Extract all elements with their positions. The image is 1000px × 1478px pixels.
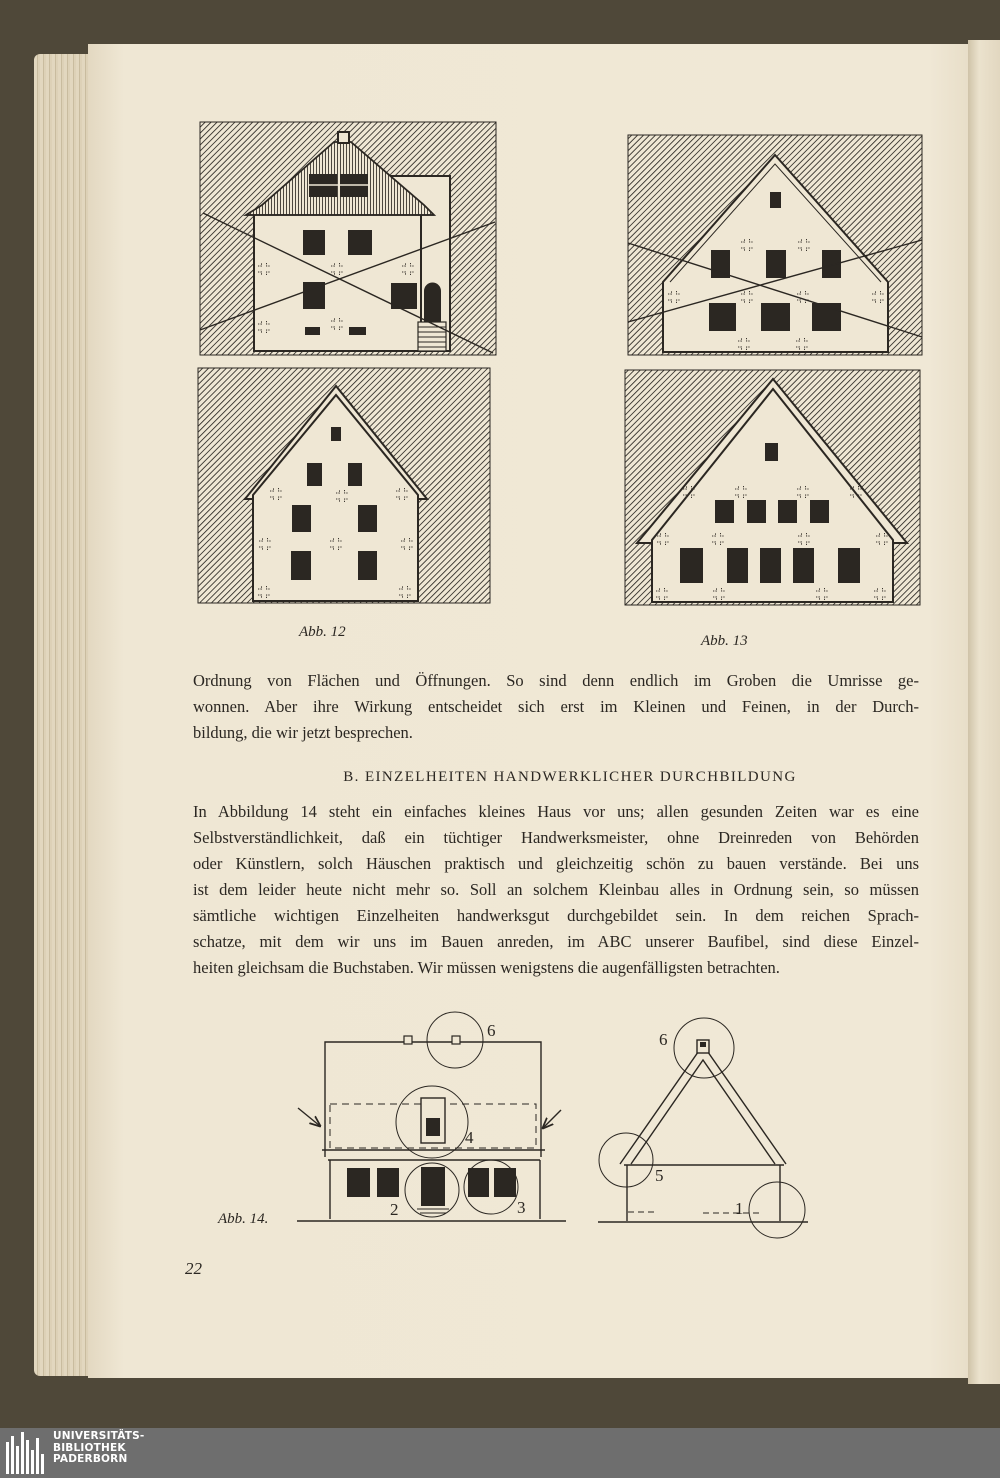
text-line: heiten gleichsam die Buchstaben. Wir müssen wenigstens die augenfälligsten betrachten.	[193, 958, 780, 977]
window	[680, 548, 703, 583]
basement-window	[349, 327, 366, 335]
text-line: In Abbildung 14 steht ein einfaches kleines Haus vor uns; allen gesunden Zeiten war es eine	[193, 802, 919, 821]
caption-abb14: Abb. 14.	[218, 1211, 269, 1227]
window	[838, 548, 860, 583]
window	[468, 1168, 489, 1197]
paragraph-1	[193, 668, 919, 746]
gable-window	[770, 192, 781, 208]
chimney-top	[700, 1042, 706, 1047]
arched-door	[424, 283, 441, 323]
dormer-window	[426, 1118, 440, 1136]
library-footer	[0, 1428, 1000, 1478]
house-wall	[254, 212, 421, 351]
window	[307, 463, 322, 486]
label-4: 4	[465, 1128, 474, 1147]
text-line: oder Künstlern, solch Häuschen praktisch und gleichzeitig schön zu bauen verstände. Bei uns	[193, 854, 919, 873]
gable-window	[765, 443, 778, 461]
paragraph-2	[193, 799, 919, 981]
door	[421, 1167, 445, 1206]
label-6: 6	[487, 1021, 496, 1040]
caption-abb12: Abb. 12	[299, 624, 346, 640]
text-line: wonnen. Aber ihre Wirkung entscheidet sich erst im Kleinen und Feinen, in der Durch-	[193, 697, 919, 716]
arrow-right	[543, 1110, 561, 1128]
chimney-stub	[452, 1036, 460, 1044]
window	[761, 303, 790, 331]
text-line: schatze, mit dem wir uns im Bauen anreden, im ABC unserer Baufibel, sind diese Einzel-	[193, 932, 919, 951]
door-step	[417, 1209, 449, 1213]
label-5: 5	[655, 1166, 664, 1185]
section-heading: B. EINZELHEITEN HANDWERKLICHER DURCHBILDUNG	[343, 769, 797, 785]
window	[358, 551, 377, 580]
window	[793, 548, 814, 583]
window	[709, 303, 736, 331]
window	[348, 463, 362, 486]
figure-abb12-bottom	[198, 368, 490, 603]
window	[760, 548, 781, 583]
window	[358, 505, 377, 532]
arrow-left	[298, 1108, 320, 1126]
text-line: Ordnung von Flächen und Öffnungen. So sind denn endlich im Groben die Umrisse ge-	[193, 671, 919, 690]
label-2: 2	[390, 1200, 399, 1219]
logo-line: PADERBORN	[53, 1453, 128, 1465]
basement-window	[305, 327, 320, 335]
caption-abb13: Abb. 13	[701, 633, 748, 649]
window	[303, 230, 325, 255]
figure-abb13-top	[628, 135, 922, 355]
window	[291, 551, 311, 580]
window	[766, 250, 786, 278]
page-number: 22	[185, 1259, 202, 1278]
figure-abb12-top	[200, 122, 496, 355]
window	[747, 500, 766, 523]
library-logo-text	[53, 1431, 144, 1466]
detail-circle-5	[599, 1133, 653, 1187]
figure-abb14-front-elevation	[297, 1012, 566, 1221]
entrance-steps	[418, 322, 446, 351]
label-1: 1	[735, 1199, 744, 1218]
library-logo-icon	[6, 1432, 48, 1474]
text-line: bildung, die wir jetzt besprechen.	[193, 723, 413, 742]
window	[377, 1168, 399, 1197]
roof-outer	[620, 1045, 786, 1164]
detail-circle-1	[749, 1182, 805, 1238]
text-line: ist dem leider heute nicht mehr so. Soll an solchem Kleinbau alles in Ordnung sein, so müssen	[193, 880, 919, 899]
label-3: 3	[517, 1198, 526, 1217]
window	[347, 1168, 370, 1197]
roof-inner	[631, 1060, 775, 1164]
logo-line: BIBLIOTHEK	[53, 1441, 126, 1454]
window	[348, 230, 372, 255]
chimney	[338, 132, 349, 143]
window	[715, 500, 734, 523]
gable-window	[331, 427, 341, 441]
logo-line: UNIVERSITÄTS-	[53, 1430, 145, 1442]
window	[494, 1168, 516, 1197]
text-line: Selbstverständlichkeit, daß ein tüchtiger Handwerksmeister, ohne Dreinreden von Behörden	[193, 828, 919, 847]
window	[727, 548, 748, 583]
chimney-stub	[404, 1036, 412, 1044]
window	[711, 250, 730, 278]
window	[292, 505, 311, 532]
text-line: sämtliche wichtigen Einzelheiten handwerksgut durchgebildet sein. In dem reichen Sprach-	[193, 906, 919, 925]
figure-abb14-side-elevation	[598, 1018, 808, 1238]
window	[810, 500, 829, 523]
figure-abb13-bottom	[625, 370, 920, 605]
label-6: 6	[659, 1030, 668, 1049]
window	[778, 500, 797, 523]
